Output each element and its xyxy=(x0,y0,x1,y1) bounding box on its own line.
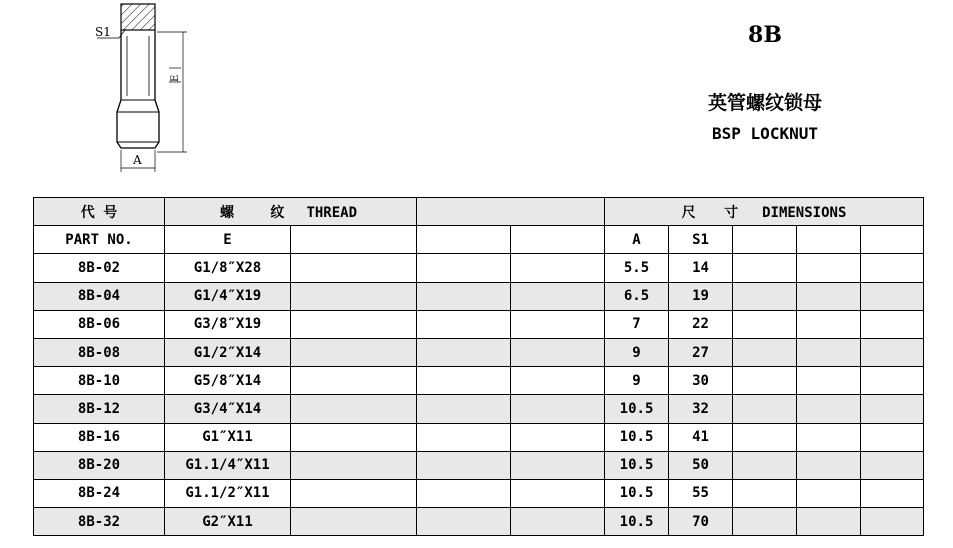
dim-s1: 22 xyxy=(669,310,733,338)
dim-s1: 41 xyxy=(669,423,733,451)
table-row xyxy=(34,310,924,338)
dim-s1: 55 xyxy=(669,479,733,507)
table-row xyxy=(34,479,924,507)
section-hatch xyxy=(121,4,155,30)
dim-s1: 70 xyxy=(669,508,733,536)
table-row xyxy=(34,451,924,479)
header-part-en: PART NO. xyxy=(34,226,165,254)
dim-s1: 30 xyxy=(669,367,733,395)
product-name-en: BSP LOCKNUT xyxy=(712,124,818,143)
dim-s1: 27 xyxy=(669,338,733,366)
locknut-drawing xyxy=(85,0,200,180)
table-subheader-row xyxy=(34,226,924,254)
header-a: A xyxy=(605,226,669,254)
thread-size: G3/4″X14 xyxy=(165,395,291,423)
table-row xyxy=(34,338,924,366)
dim-s1: 14 xyxy=(669,254,733,282)
dim-a: 6.5 xyxy=(605,282,669,310)
part-number: 8B-32 xyxy=(34,508,165,536)
dim-s1: 32 xyxy=(669,395,733,423)
thread-size: G1.1/2″X11 xyxy=(165,479,291,507)
header-e: E xyxy=(165,226,291,254)
table-header-row xyxy=(34,198,924,226)
dim-a: 10.5 xyxy=(605,395,669,423)
part-number: 8B-08 xyxy=(34,338,165,366)
thread-size: G1/8″X28 xyxy=(165,254,291,282)
header-dim-en: DIMENSIONS xyxy=(762,204,847,221)
part-number: 8B-02 xyxy=(34,254,165,282)
table-row xyxy=(34,508,924,536)
dim-a: 10.5 xyxy=(605,423,669,451)
table-row xyxy=(34,395,924,423)
nut-outline xyxy=(117,30,159,148)
thread-size: G1.1/4″X11 xyxy=(165,451,291,479)
thread-size: G1/2″X14 xyxy=(165,338,291,366)
header-thread-cn: 螺 纹 xyxy=(220,204,299,221)
product-name-cn: 英管螺纹锁母 xyxy=(707,92,822,114)
dim-a: 10.5 xyxy=(605,479,669,507)
part-number: 8B-16 xyxy=(34,423,165,451)
dim-s1: 50 xyxy=(669,451,733,479)
dim-a: 10.5 xyxy=(605,508,669,536)
part-number: 8B-12 xyxy=(34,395,165,423)
label-s1: S1 xyxy=(95,25,111,39)
dim-a: 9 xyxy=(605,367,669,395)
header-thread-en: THREAD xyxy=(306,204,358,221)
header-thread xyxy=(165,198,417,226)
header-dim-cn: 尺 寸 xyxy=(681,204,749,221)
dim-a: 9 xyxy=(605,338,669,366)
dim-s1: 19 xyxy=(669,282,733,310)
part-number: 8B-06 xyxy=(34,310,165,338)
table-row xyxy=(34,282,924,310)
thread-size: G2″X11 xyxy=(165,508,291,536)
dim-a: 5.5 xyxy=(605,254,669,282)
label-e: E xyxy=(170,74,181,82)
dim-a: 10.5 xyxy=(605,451,669,479)
header-s1: S1 xyxy=(669,226,733,254)
dim-a: 7 xyxy=(605,310,669,338)
table-row xyxy=(34,423,924,451)
table-row xyxy=(34,254,924,282)
spec-table xyxy=(33,197,924,536)
header-empty xyxy=(417,198,605,226)
thread-size: G1″X11 xyxy=(165,423,291,451)
table-row xyxy=(34,367,924,395)
label-a: A xyxy=(133,153,142,167)
part-number: 8B-10 xyxy=(34,367,165,395)
thread-size: G5/8″X14 xyxy=(165,367,291,395)
product-code: 8B xyxy=(748,22,782,48)
header-dimensions xyxy=(605,198,924,226)
part-number: 8B-24 xyxy=(34,479,165,507)
part-number: 8B-04 xyxy=(34,282,165,310)
thread-size: G1/4″X19 xyxy=(165,282,291,310)
thread-size: G3/8″X19 xyxy=(165,310,291,338)
part-number: 8B-20 xyxy=(34,451,165,479)
header-part-cn: 代 号 xyxy=(34,198,165,226)
